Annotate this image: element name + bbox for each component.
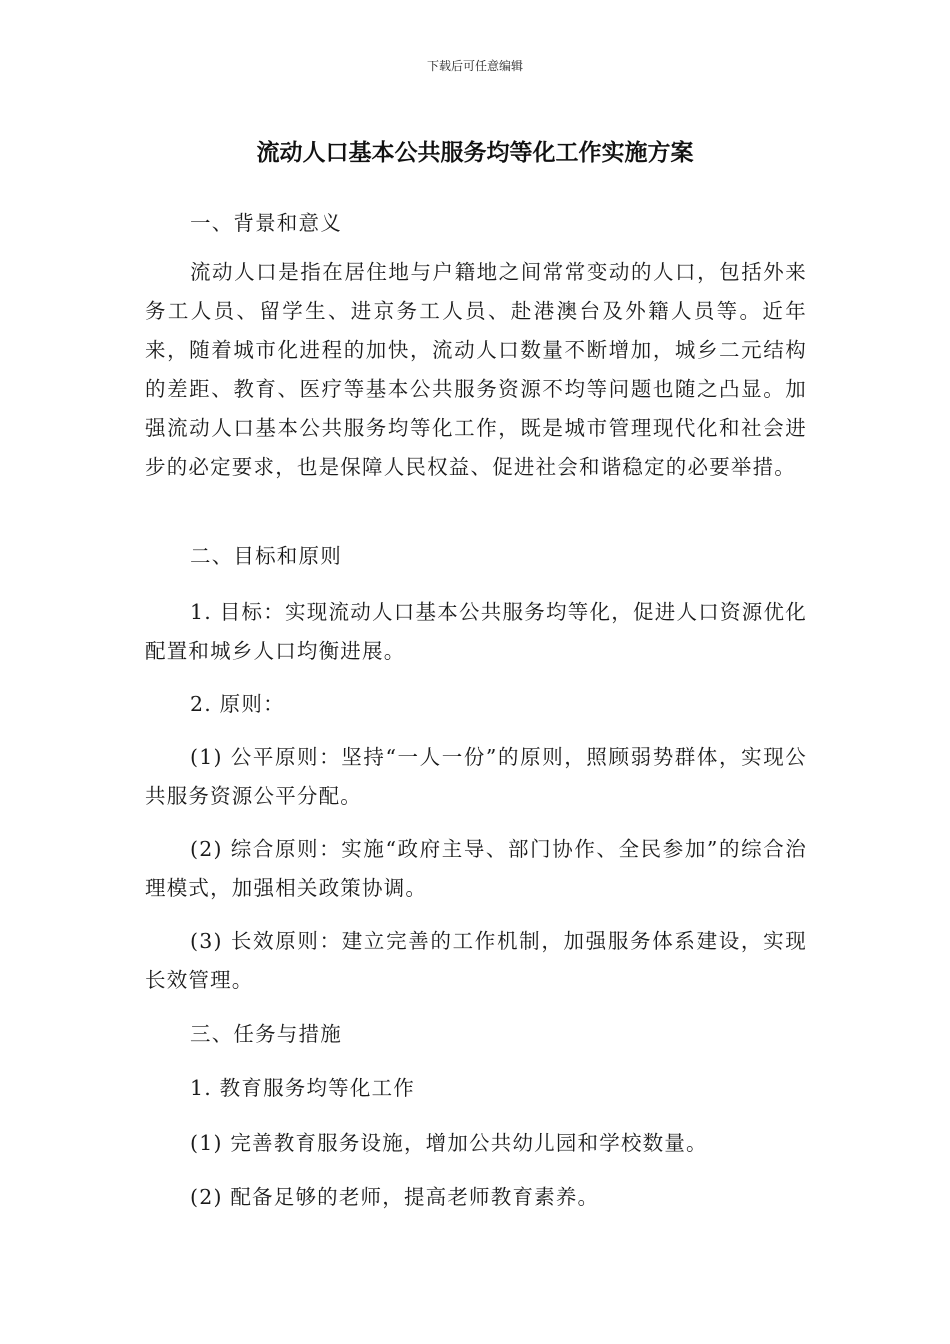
header-note: 下载后可任意编辑 [426, 59, 523, 73]
section-heading-tasks: 三、任务与措施 [190, 1022, 342, 1046]
paragraph-principle-longterm: (3) 长效原则：建立完善的工作机制，加强服务体系建设，实现长效管理。 [145, 929, 807, 992]
paragraph-task-education-2: (2) 配备足够的老师，提高老师教育素养。 [190, 1185, 600, 1209]
section-heading-background: 一、背景和意义 [190, 211, 342, 235]
paragraph-principles-heading: 2. 原则： [190, 692, 285, 716]
paragraph-principle-comprehensive: (2) 综合原则：实施“政府主导、部门协作、全民参加”的综合治理模式，加强相关政策协调。 [145, 837, 807, 900]
paragraph-background-body: 流动人口是指在居住地与户籍地之间常常变动的人口，包括外来务工人员、留学生、进京务工人员、赴港澳台及外籍人员等。近年来，随着城市化进程的加快，流动人口数量不断增加，城乡二元结构的差距、教育、医疗等基本公共服务资源不均等问题也随之凸显。加强流动人口基本公共服务均等化工作，既是城市管理现代化和社会进步的必定要求，也是保障人民权益、促进社会和谐稳定的必要举措。 [145, 260, 807, 479]
paragraph-task-education: 1. 教育服务均等化工作 [190, 1076, 415, 1100]
paragraph-goal: 1. 目标：实现流动人口基本公共服务均等化，促进人口资源优化配置和城乡人口均衡进展。 [145, 600, 807, 663]
paragraph-task-education-1: (1) 完善教育服务设施，增加公共幼儿园和学校数量。 [190, 1131, 708, 1155]
section-heading-goals: 二、目标和原则 [190, 544, 342, 568]
document-title: 流动人口基本公共服务均等化工作实施方案 [256, 140, 694, 166]
paragraph-principle-fairness: (1) 公平原则：坚持“一人一份”的原则，照顾弱势群体，实现公共服务资源公平分配。 [145, 745, 807, 808]
